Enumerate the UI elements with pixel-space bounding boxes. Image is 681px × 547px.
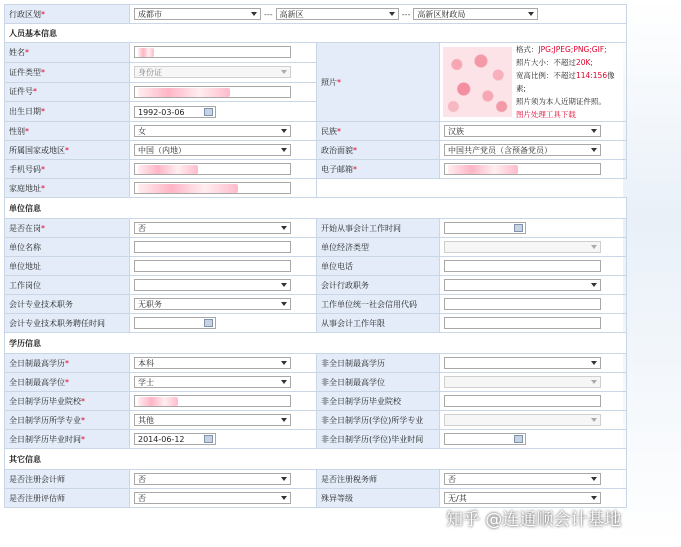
page-background-gradient xyxy=(623,0,681,547)
email-input[interactable] xyxy=(444,163,601,175)
id-type-select: 身份证 xyxy=(134,66,291,78)
chevron-down-icon xyxy=(591,496,597,500)
calendar-icon[interactable] xyxy=(514,224,523,232)
calendar-icon[interactable] xyxy=(514,435,523,443)
calendar-icon[interactable] xyxy=(204,108,213,116)
area-select[interactable]: 高新区 xyxy=(276,8,399,20)
registration-form xyxy=(4,4,626,508)
department-select[interactable]: 高新区财政局 xyxy=(413,8,538,20)
chevron-down-icon xyxy=(591,361,597,365)
work-post-select[interactable] xyxy=(134,279,291,291)
photo-label: 照片* xyxy=(317,43,440,122)
nft-edu-label: 非全日制最高学历 xyxy=(317,354,440,373)
cta-select[interactable]: 否 xyxy=(444,473,601,485)
chevron-down-icon xyxy=(281,148,287,152)
redacted-value xyxy=(138,397,178,406)
phone-input[interactable] xyxy=(134,163,291,175)
birth-date-input[interactable]: 1992-03-06 xyxy=(134,106,216,118)
photo-requirements: 格式：JPG;JPEG;PNG;GIF; 照片大小：不超过20K; 宽高比例：不超过114:156像素; 照片须为本人近期证件照。 图片处理工具下载 xyxy=(516,43,623,121)
nft-grad-label: 非全日制学历(学位)毕业时间 xyxy=(317,430,440,449)
ft-degree-select[interactable]: 学士 xyxy=(134,376,291,388)
nft-school-input[interactable] xyxy=(444,395,601,407)
ft-grad-date-input[interactable]: 2014-06-12 xyxy=(134,433,216,445)
special-level-label: 殊异等级 xyxy=(317,489,440,508)
region-label: 所属国家或地区* xyxy=(5,141,130,160)
ft-major-select[interactable]: 其他 xyxy=(134,414,291,426)
chevron-down-icon xyxy=(281,302,287,306)
redacted-value xyxy=(138,48,154,57)
ft-major-label: 全日制学历所学专业* xyxy=(5,411,130,430)
work-years-label: 从事会计工作年限 xyxy=(317,314,440,333)
photo-preview[interactable] xyxy=(443,47,512,117)
home-address-label: 家庭地址* xyxy=(5,179,130,198)
chevron-down-icon xyxy=(591,129,597,133)
city-select[interactable]: 成都市 xyxy=(134,8,261,20)
ft-edu-label: 全日制最高学历* xyxy=(5,354,130,373)
chevron-down-icon xyxy=(591,245,597,249)
ft-school-input[interactable] xyxy=(134,395,291,407)
nft-degree-label: 非全日制最高学位 xyxy=(317,373,440,392)
region-select[interactable]: 中国（内地） xyxy=(134,144,291,156)
chevron-down-icon xyxy=(281,418,287,422)
on-duty-label: 是否在岗* xyxy=(5,219,130,238)
cta-label: 是否注册税务师 xyxy=(317,470,440,489)
unit-name-input[interactable] xyxy=(134,241,291,253)
gender-select[interactable]: 女 xyxy=(134,125,291,137)
form-table xyxy=(4,4,627,508)
chevron-down-icon xyxy=(281,361,287,365)
political-status-label: 政治面貌* xyxy=(317,141,440,160)
chevron-down-icon xyxy=(281,283,287,287)
chevron-down-icon xyxy=(591,418,597,422)
calendar-icon[interactable] xyxy=(204,435,213,443)
redacted-value xyxy=(138,165,198,174)
ft-degree-label: 全日制最高学位* xyxy=(5,373,130,392)
appraiser-select[interactable]: 否 xyxy=(134,492,291,504)
cpa-select[interactable]: 否 xyxy=(134,473,291,485)
cpa-label: 是否注册会计师 xyxy=(5,470,130,489)
nft-major-label: 非全日制学历(学位)所学专业 xyxy=(317,411,440,430)
chevron-down-icon xyxy=(281,380,287,384)
unit-phone-label: 单位电话 xyxy=(317,257,440,276)
separator: --- xyxy=(264,9,273,19)
work-post-label: 工作岗位 xyxy=(5,276,130,295)
ethnic-select[interactable]: 汉族 xyxy=(444,125,601,137)
econ-type-select xyxy=(444,241,601,253)
tech-post-time-input[interactable] xyxy=(134,317,216,329)
unit-phone-input[interactable] xyxy=(444,260,601,272)
start-work-date-input[interactable] xyxy=(444,222,526,234)
nft-edu-select[interactable] xyxy=(444,357,601,369)
chevron-down-icon xyxy=(281,496,287,500)
watermark: 知乎 @连通顺会计基地 xyxy=(446,510,622,530)
section-other-title: 其它信息 xyxy=(5,449,627,470)
nft-school-label: 非全日制学历毕业院校 xyxy=(317,392,440,411)
appraiser-label: 是否注册评估师 xyxy=(5,489,130,508)
chevron-down-icon xyxy=(528,12,534,16)
start-work-label: 开始从事会计工作时间 xyxy=(317,219,440,238)
tech-post-label: 会计专业技术职务 xyxy=(5,295,130,314)
separator: --- xyxy=(401,9,411,19)
chevron-down-icon xyxy=(389,12,395,16)
name-input[interactable] xyxy=(134,46,291,58)
name-label: 姓名* xyxy=(5,43,130,63)
id-number-label: 证件号* xyxy=(5,82,130,102)
gender-label: 性别* xyxy=(5,122,130,141)
tech-post-select[interactable]: 无职务 xyxy=(134,298,291,310)
ethnic-label: 民族* xyxy=(317,122,440,141)
tech-post-time-label: 会计专业技术职务聘任时间 xyxy=(5,314,130,333)
work-years-input[interactable] xyxy=(444,317,601,329)
on-duty-select[interactable]: 否 xyxy=(134,222,291,234)
photo-tool-download-link[interactable]: 图片处理工具下载 xyxy=(515,110,576,119)
nft-grad-date-input[interactable] xyxy=(444,433,526,445)
redacted-value xyxy=(138,184,238,193)
id-number-input[interactable] xyxy=(134,86,291,98)
birth-date-label: 出生日期* xyxy=(5,102,130,122)
email-label: 电子邮箱* xyxy=(317,160,440,179)
credit-code-input[interactable] xyxy=(444,298,601,310)
admin-post-label: 会计行政职务 xyxy=(317,276,440,295)
ft-grad-label: 全日制学历毕业时间* xyxy=(5,430,130,449)
unit-name-label: 单位名称 xyxy=(5,238,130,257)
special-level-select[interactable]: 无/其 xyxy=(444,492,601,504)
chevron-down-icon xyxy=(281,477,287,481)
redacted-value xyxy=(448,165,518,174)
ft-edu-select[interactable]: 本科 xyxy=(134,357,291,369)
chevron-down-icon xyxy=(251,12,257,16)
phone-label: 手机号码* xyxy=(5,160,130,179)
political-status-select[interactable]: 中国共产党员（含预备党员） xyxy=(444,144,601,156)
calendar-icon[interactable] xyxy=(204,319,213,327)
nft-degree-select xyxy=(444,376,601,388)
home-address-input[interactable] xyxy=(134,182,291,194)
district-label: 行政区划* xyxy=(5,5,130,24)
chevron-down-icon xyxy=(281,226,287,230)
chevron-down-icon xyxy=(591,477,597,481)
chevron-down-icon xyxy=(281,129,287,133)
section-education-title: 学历信息 xyxy=(5,333,627,354)
section-unit-title: 单位信息 xyxy=(5,198,627,219)
econ-type-label: 单位经济类型 xyxy=(317,238,440,257)
nft-major-select xyxy=(444,414,601,426)
chevron-down-icon xyxy=(591,148,597,152)
credit-code-label: 工作单位统一社会信用代码 xyxy=(317,295,440,314)
id-type-label: 证件类型* xyxy=(5,62,130,82)
redacted-value xyxy=(138,88,230,97)
chevron-down-icon xyxy=(591,380,597,384)
section-personal-title: 人员基本信息 xyxy=(5,24,627,43)
unit-address-input[interactable] xyxy=(134,260,291,272)
chevron-down-icon xyxy=(591,283,597,287)
ft-school-label: 全日制学历毕业院校* xyxy=(5,392,130,411)
chevron-down-icon xyxy=(281,70,287,74)
admin-post-select[interactable] xyxy=(444,279,601,291)
unit-address-label: 单位地址 xyxy=(5,257,130,276)
